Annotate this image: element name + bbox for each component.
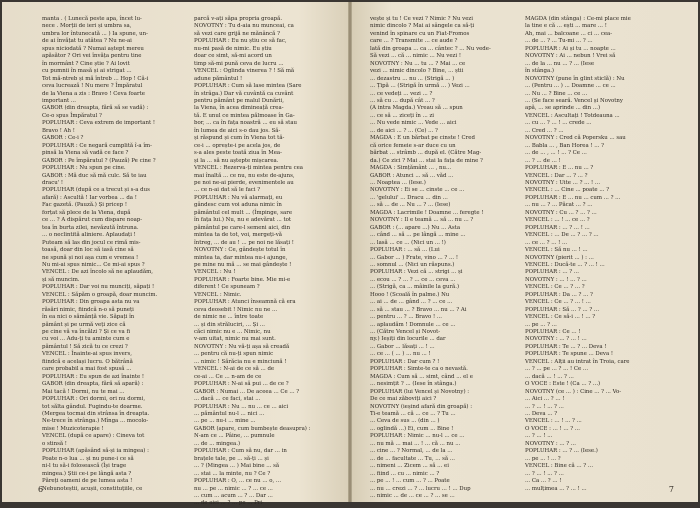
script-line: VENCEL : Săpăm o groapă, doar muncim. — [42, 291, 158, 298]
script-line: VENCEL : ... De ... ? ... ? ... — [525, 232, 599, 239]
script-line: ... o neclintită aliniere. Aplaudați ! — [42, 232, 136, 239]
script-line: VENCEL : De azi încolo să ne aplaudăm, — [42, 269, 153, 276]
script-line: ... dacă ... ce faci, stai ... — [194, 396, 261, 403]
script-line: ny.) Ieșiți din locurile ... dar — [370, 336, 446, 343]
script-line: mintea ta de tot, voi, mergeți-vă — [194, 232, 282, 239]
script-line: ... ? ... pe ... ? ... ! Ce ... — [525, 366, 589, 373]
script-line: POPLUHAR : Dar voi nu munciți, săpați ! — [42, 284, 155, 291]
script-line: ... ce vedeți ... vezi ... ? — [370, 90, 433, 97]
script-line: POPLUHAR : Eu nu știu ce să fac, — [194, 38, 287, 45]
script-line: POPLUHAR : Nu vă alarmați, eu — [194, 194, 283, 201]
script-line: doar ce simt, să-mi acord un — [194, 53, 272, 60]
script-line: VENCEL : Dar ... ? ... ? — [525, 172, 588, 179]
script-line: în mormânt ? Cine știe ? Ai lovit — [42, 60, 130, 67]
script-line: POPLUHAR : E ... nu ... ? — [525, 165, 594, 172]
script-line: în strâga.) Dar vă cuvântă ca cuvânt — [194, 90, 294, 97]
script-line: GABOR : (... apare ...) Nu ... Asta — [370, 224, 461, 231]
script-line: pământ și pe urmă veți zice că — [42, 321, 126, 328]
script-line: NOVOTNY : Ai ... nebun ! Vrei să — [525, 53, 616, 60]
script-line: ... Ca ... ? ... ! — [525, 478, 562, 485]
script-line: Fac gazetă. (Pauză.) Și pricep ! — [42, 202, 128, 209]
script-line: ... cum ... acum ... ? ... Dar ... — [194, 493, 273, 499]
script-line: ... ce n-ai dat să le faci ? — [194, 187, 261, 194]
script-line: de la Viena a zis : Bravo ! Ceva foarte — [42, 90, 145, 97]
page-number: 6 — [38, 485, 44, 494]
script-line: POPLUHAR : Eu spun de azi înainte ! — [42, 373, 145, 380]
script-line: VENCEL : Ce ... ? ... ? — [525, 284, 585, 291]
script-line: de ai învățat tu atâtea ? Nu ne-ai — [42, 38, 132, 45]
left-page — [2, 2, 350, 507]
script-line: ... nimic ! Sărăcia nu e minciună ! — [194, 358, 287, 365]
script-line: ... cu ... ? ... ! ... crede ... — [525, 120, 592, 127]
script-line: care ... ? Transmite ... ce aude ? — [370, 38, 458, 45]
script-line: pentru pământ pe malul Dunării, — [194, 97, 284, 104]
script-line: ... pe ... nu-i ... mine ... — [194, 418, 256, 425]
script-line: ... Noaptea ... (Iese.) — [370, 179, 426, 186]
script-line: nece . Morții de ieri și umbra sa, — [42, 23, 132, 30]
script-line: POPLUHAR : Cum să lase mintea (Sare — [194, 83, 302, 90]
script-line: ... ce să ... ziceți în ... zi — [370, 112, 435, 119]
script-line: cu voi ... Adu-ți tu aminte cum e — [42, 336, 130, 343]
script-line: forțat să plece de la Viena, după — [42, 209, 131, 216]
script-line: MAGDA : Simțământ ... , nu... — [370, 165, 452, 172]
script-line: GABOR (din dreapta, fără să apară) : — [42, 381, 144, 388]
script-line: ... ? ... ! ... — [525, 433, 553, 440]
left-page-column-1 — [42, 16, 184, 492]
script-line: ... pe ... ? ... — [525, 321, 557, 328]
script-line: Poate n-o lua ... și nu pune-i ce să — [42, 455, 134, 462]
script-line: să vezi care grijă ne mănâncă ? — [194, 30, 280, 37]
script-line: Ne-trece în strânga.) Mînga ... mocolo- — [42, 418, 149, 425]
script-line: care probabil a mai fost spusă ... — [42, 366, 132, 373]
script-line: POPLUHAR : Nu ... nu ... ce ... aici — [194, 403, 289, 410]
script-line: ... Deva ... ? — [525, 411, 558, 418]
script-line: v-am uitat, nimic nu mai sunt. — [194, 336, 276, 343]
script-line: dracu' ! — [42, 179, 64, 186]
script-line: GABOR : Pe împăratul ? (Pauză) Pe cine ? — [42, 157, 156, 164]
script-line: ... să ... de ... Nu ... ? ... (Iese) — [370, 202, 451, 209]
script-line: NOVOTNY : Il e teamă ... să ... nu ... ? — [370, 217, 474, 224]
script-line: ... Țipă ... (Strigă în urmă ... ) Vezi ... — [370, 83, 470, 90]
script-line: POPLUHAR (după ce a trecut și s-a dus — [42, 187, 150, 194]
script-line: toasă, doar din loc să iasă cine să — [42, 247, 134, 254]
script-line: ... cine ... ? Normal, ... de la ... — [370, 448, 453, 455]
script-line: la tine e că ... ești ... mare ... ! — [525, 23, 607, 30]
script-line: POPLUHAR : Vezi că ... strigi ... și — [370, 269, 463, 276]
script-line: apă, ... se aprinde ... din ...) — [525, 105, 601, 112]
script-line: ... nesimțit ? ... (Iese în stânga.) — [370, 381, 457, 388]
script-line: POPLUHAR (apăsând să-și ia mingea) : — [42, 448, 149, 455]
script-line: POPLUHAR : Cum să nu, dar ... in — [194, 448, 287, 455]
script-line: Bravo ! Ah ! — [42, 127, 75, 134]
script-line: da.) Ce zici ? Mai ... stai la fața de mine ? — [370, 157, 483, 164]
script-line: POPLUHAR : Foarte bine. Mie mi-e — [194, 276, 291, 283]
script-line: NOVOTNY (ce ... ) : Cine ... ? ... Vo- — [525, 388, 622, 395]
script-line: NOVOTNY : Cred că Popersku ... sau — [525, 135, 626, 142]
script-line: POPLUHAR : Nu spun pe cine. — [42, 165, 126, 172]
script-line: ... când ... să ... pe lângă ... mine ... — [370, 232, 466, 239]
script-line: pământul pe care-l semeni aici, din — [194, 224, 291, 231]
script-line: Ah, mai ... balcoane ... ci ... cea- — [525, 30, 613, 37]
script-line: VENCEL : Alții au intrat în Troia, care — [525, 358, 630, 365]
script-line: De ce mai zăboviți aici ? — [370, 396, 437, 403]
script-line: VENCEL : ... Cine ... poate ... ? — [525, 187, 610, 194]
script-line: ... pe ... ! ... ? — [525, 455, 561, 462]
script-line: VENCEL : Ducă-te ... ? ... ! ... — [525, 261, 605, 268]
script-line: ... ce ... ( ... ) ... nu ... ! — [370, 351, 431, 358]
right-page — [350, 2, 698, 502]
book-gutter — [348, 2, 352, 502]
script-line: Nebunoteștii, acușii, constituțiile, ce — [42, 485, 143, 492]
script-line: NOVOTNY : ... ? ... ! ... — [525, 336, 587, 343]
script-line: vezi ... nimic dincolo ? Bine, ... știi — [370, 68, 464, 75]
script-line: mingea.) Știi ce-i pe lângă asta ? — [42, 470, 132, 477]
script-line: ... să ... stau ... ? Bravo ... nu ... ? Ai — [370, 306, 467, 313]
script-line: POPLUHAR : Ce negară cumplită î-a îm- — [42, 142, 152, 149]
script-line: important ... — [42, 97, 76, 104]
script-line: ... aplaudăm ! Domnule ... ce ... — [370, 321, 456, 328]
script-line: ... ? ... ! ... ? ... — [525, 403, 564, 410]
script-line: NOVOTNY : ... ? ... — [525, 440, 576, 447]
script-line: POPLUHAR : Ce ... ! — [525, 329, 581, 336]
script-line: ... pentru că nu-ți spun nimic — [194, 351, 274, 358]
script-line: tot sălta gândul. Fugindu-te doarme. — [42, 403, 143, 410]
script-line: POPLUHAR : Da ... ? ... ? — [525, 291, 593, 298]
script-line: ... de ... facultate ... Tu, ... să ... — [370, 455, 455, 462]
script-line: (A intra Magda.) Vreau să ... spun — [370, 105, 463, 112]
script-line: ... nimic ... de ... ce ... ? ... se ... — [370, 493, 455, 499]
script-line: NOVOTNY : Ei se ... cinste ... ce ... — [370, 187, 465, 194]
script-line: adune pământul ! — [194, 75, 243, 82]
script-line: Hooo ! (Scoală în palme.) Nu — [370, 291, 450, 298]
script-line: ... ce ... ? ... ! ... — [525, 239, 568, 246]
script-line: cu pumnii în masă și ai strigat ... — [42, 68, 132, 75]
script-line: mise ! Muzicoterapie ! — [42, 425, 104, 432]
script-line: pinsă la Viena să vadă ce face ? — [42, 150, 129, 157]
script-line: MAGDA : Lacrimile ! Doamne ... feregte ! — [370, 209, 484, 216]
script-line: VENCEL : Oglinda vinerea ? ! Să mă — [194, 68, 295, 75]
script-line: VENCEL : Ce să-i ... ! ... ? — [525, 314, 596, 321]
script-line: mintea ta, dar mintea nu-i ajunge, — [194, 254, 288, 261]
script-line: ... Cred ... ? ... — [525, 127, 564, 134]
script-line: Tot mă-ntreb și mă întreb ... Hop ! Că-i — [42, 75, 149, 82]
script-line: Ce-o spus Împăratul ? — [42, 112, 102, 119]
script-line: ... lasă ... ce ... (Nici un ... !) — [370, 239, 446, 246]
script-line: POPLUHAR : N-ai să pui ... de ce ? — [194, 381, 289, 388]
script-line: diferent ! Ce spuneam ? — [194, 284, 260, 291]
script-line: întreg, ... de au ! ... pe noi ne lăsați ! — [194, 239, 294, 246]
script-line: ... Nu vede nimic ... Vede ... aici — [370, 120, 457, 127]
script-line: ... nu ... ? ... Păcat ... ? ... — [525, 202, 593, 209]
script-line: ... mulțimea ... ? ... ! ... — [525, 485, 587, 492]
script-line: ni-l tu să-i folosească (Își trage — [42, 463, 127, 470]
script-line: POPLUHAR : Ai și tu ... noapte ... — [525, 45, 616, 52]
script-line: ... 'gelului' ... Dracu ... din ... — [370, 194, 448, 201]
right-page-column-2 — [525, 16, 670, 492]
left-page-columns — [42, 16, 336, 507]
script-line: Să vezi ... că ... nimic ... Nu vezi ! — [370, 53, 461, 60]
script-line: ne spună și noi așa cum e vremea ! — [42, 254, 139, 261]
script-line: POPLUHAR : Te ... ? ... Deva ! — [525, 343, 607, 350]
script-line: apăsător ? Ori vei învăța pentru tine — [42, 53, 142, 60]
script-line: POPLUHAR : ... ? ... ! ... — [525, 224, 590, 231]
book-spread — [2, 2, 698, 507]
script-line: POPLUHAR : Ceva extrem de important ! — [42, 120, 156, 127]
script-line: pământul ! Să zică tu ce crezi ? — [42, 343, 128, 350]
script-line: la Viena, în acea dimineață crea- — [194, 105, 284, 112]
script-line: O VOCE : Este ! (Ca ... ? ...) — [525, 381, 601, 388]
script-line: POPLUHAR : Dar cum ? ! — [370, 358, 440, 365]
script-line: și la ... să nu aștepte mișcarea. — [194, 157, 279, 164]
script-line: GABOR (din dreapta, fără să se vadă) : — [42, 105, 149, 112]
script-line: ... de aici ... ? ... (Ce) ... ? — [370, 127, 438, 134]
script-line: Puteam să las din jocul ce rimă mis- — [42, 239, 141, 246]
script-line: NOVOTNY (pierit ... ) : ... — [525, 254, 594, 261]
script-line: POPLUHAR : Ori dormi, ori nu dormi, — [42, 396, 146, 403]
script-line: POPLUHAR : Nimic ... nu-l ... ce ... — [370, 433, 465, 440]
script-line: tă. E unul ce mintea pălmoase în Ga- — [194, 112, 295, 119]
script-line: ... de la ... nu ... ? ... (Iese — [525, 60, 595, 67]
script-line: VENCEL : Înainte-ai spus invers, — [42, 351, 132, 358]
script-line: căci nimic nu e ... Nimic, nu — [194, 329, 271, 336]
script-line: ... ai ... de ... gând ... ? ... ce ... — [370, 299, 453, 306]
script-line: pe mine nu mă ... se mai gândește ! — [194, 261, 292, 268]
script-line: brațele tale, pe ... să-ți ... și — [194, 455, 269, 462]
script-line: POPLUHAR : O, ... ce nu ... o, ... — [194, 478, 282, 485]
script-line: ce-ai ... Ce ... n-am de ce — [194, 373, 262, 380]
script-line: nimic dincolo ? Mai ai sângele ca să-ți — [370, 23, 475, 30]
script-line: VENCEL : Să nu ... ! ... — [525, 247, 588, 254]
script-line: spus niciodată ? Numai aștept mereu — [42, 45, 144, 52]
script-line: ... ? ... ! ... ? ... — [525, 470, 564, 477]
script-line: ce ... ? A dispărut cum dispare noap- — [42, 217, 143, 224]
script-line: NOVOTNY : Nu ... tu ... ? Mai ... ce — [370, 60, 466, 67]
script-line: ceva deosebit ! Nimic nu ne ... — [194, 306, 278, 313]
script-line: (Mergea tocmai din strânsa în dreapta. — [42, 411, 150, 418]
script-line: ... de ... , ... ! ... ? Ce ... — [525, 150, 587, 157]
script-line: POPLUHAR : ... ? ... (Iese.) — [525, 448, 598, 455]
script-line: umbra lor întunecată ... ) Ia spune, un- — [42, 30, 148, 37]
script-line: Ti-e teamă ... că ... ce ... ? Tu ... — [370, 411, 456, 418]
script-line: ... dacă ... ! ... ? ... — [525, 373, 574, 380]
script-line: ... (Pentru ... ) ... Doamne ... ce ... — [525, 83, 616, 90]
script-line: POPLUHAR : Atunci înseamnă că era — [194, 299, 296, 306]
script-line: ... de aici ... ? ... pe ... Pri- — [194, 500, 264, 507]
script-line: ... nu ... crezi ... ? ... lucru ... ! ... Dup — [370, 485, 471, 492]
script-line: ... să cu ... după cât ... ? — [370, 97, 435, 104]
script-line: VENCEL : ... ! ... ? ... — [525, 418, 582, 425]
left-page-column-2 — [194, 16, 336, 507]
script-line: bor, ... ca în fața noastră ... eu să stau — [194, 120, 298, 127]
script-line: ... (Strigă, ca ... mâinile la gură.) — [370, 284, 460, 291]
script-line: Mai tacă ! Dormi, nu te mai ... — [42, 388, 125, 395]
script-line: ... Nu ... ? Bine ... ce ... — [525, 90, 588, 97]
script-line: VENCEL : Bine că ... ? ... — [525, 463, 594, 470]
script-line: ... de ... ? ... Tu-mi ... ? ... — [525, 38, 593, 45]
script-line: Păreți oameni de pe lumea asta ! — [42, 478, 133, 485]
script-line: NOVOTNY : Nu vă-ți așa să creadă — [194, 343, 290, 350]
script-line: în fața lui.) Nu, nu e adevărat ... tot — [194, 217, 292, 224]
script-line: MAGDA (din stânga) : Ce-mi place mie — [525, 16, 631, 22]
script-line: NOVOTNY : Ce, gândește totul în — [194, 247, 286, 254]
script-line: VENCEL : Ascultați ! Totdeauna ... — [525, 112, 620, 119]
script-line: VENCEL : Nimic. — [194, 291, 242, 298]
script-line: ... ecou ... ? ... ? ... ce ... ceva ... — [370, 276, 456, 283]
script-line: ... Babla ... , Ban Horea ! ... ? — [525, 142, 605, 149]
script-line: ... pământul nu-l ... nici ... — [194, 411, 265, 418]
script-line: VENCEL : N-ai de ce să ... de — [194, 366, 275, 373]
script-line: ... nimeni ... Zicem ... să ... ei — [370, 463, 449, 470]
script-line: nu ... pe ... nimic ... ? ... ce ... — [194, 485, 273, 492]
script-line: pe noi ne-ai pierde, evenimentele au — [194, 179, 294, 186]
script-line: ceva lucrează ! Nu mere ? Împăratul — [42, 83, 143, 90]
script-line: N-am ce ... Pâine, ... pumnule — [194, 433, 275, 440]
script-line: și să muncim. — [42, 276, 80, 283]
script-line: ... ? ... de ... ! — [525, 157, 561, 164]
script-line: ... (Către Vencel și Novot- — [370, 329, 441, 336]
script-line: MAGDA : Cum să ... simt, când ... el e — [370, 373, 473, 380]
script-line: NOVOTNY : Uite ... ? ... ! ... — [525, 179, 601, 186]
script-line: NOVOTNY (ieșind afară din groapă) : — [370, 403, 473, 410]
script-line: s-a ales peste toată ziua în Mea- — [194, 150, 282, 157]
script-line: VENCEL : Nu ! — [194, 269, 236, 276]
script-line: POPLUHAR : E ... nu ... cum ... ? ... — [525, 194, 621, 201]
script-line: POPLUHAR : Să ... ? ... ? ... — [525, 306, 600, 313]
script-line: tea în burta zilei, nevăzută întruna. — [42, 224, 139, 231]
script-line: POPLUHAR : ... ? ... — [525, 269, 579, 276]
script-line: VENCEL (după ce apare) : Cineva tot — [42, 433, 145, 440]
script-line: ... (Se face seară. Vencel și Novotny — [525, 97, 623, 104]
script-line: NOVOTNY : Cu ... ? ... ? ... — [525, 209, 597, 216]
script-line: GABOR : Atunci ... să ... văd ... — [370, 172, 454, 179]
script-line: manta . ( Lunecă peste apa, încet lu- — [42, 16, 142, 22]
script-line: în stânga.) — [525, 68, 555, 75]
script-line: că orice femeie s-ar duce cu un — [370, 142, 456, 149]
script-line: nu-mi pasă de nimic. Eu știu — [194, 45, 272, 52]
script-line: POPLUHAR : ... să ... (Lui — [370, 247, 440, 254]
script-line: POPLUHAR (lui Vencel și Novotny) : — [370, 388, 470, 395]
script-line: ... fiind ... cu ... nimic ... ? — [370, 470, 440, 477]
script-line: GABOR : Mă duc să mă culc. Să te iau — [42, 172, 147, 179]
script-line: lată din groapa ... ca ... cântec ? ... Nu vede- — [370, 45, 491, 52]
script-line: VENCEL : Rezerva-ți mintea pentru cea — [194, 165, 304, 172]
script-line: ... Gabor ... ) Frate, vino ... ? ... ! — [370, 254, 459, 261]
script-line: ... Gabor ... lăsați ... ! ... — [370, 343, 435, 350]
script-line: ... pe ... ! ... cum ... ? ... Poate — [370, 478, 450, 485]
script-line: POPLUHAR : Te spune ... Deva ! — [525, 351, 614, 358]
script-line: gândesc cum voi aduna nimic în — [194, 202, 282, 209]
script-line: vește și tu ! Ce vezi ? Nimic ? Nu vezi — [370, 16, 473, 22]
script-line: NOVOTNY : Tu d-aia nu munceai, ca — [194, 23, 294, 30]
right-page-column-1 — [370, 16, 515, 499]
page-number: 7 — [668, 485, 674, 494]
script-line: o stinsă ! — [42, 440, 67, 447]
script-line: parcă v-ați săpa propria groapă. — [194, 16, 283, 22]
script-line: venind în spinare cu un Fiat-Fromos — [370, 30, 470, 37]
script-line: ... dezastru ... nu ... (Strigă ... ) — [370, 75, 455, 82]
script-line: NOVOTNY : ... ! ... ? ... — [525, 276, 587, 283]
script-line: și răspund și cum în Viena tot tă- — [194, 135, 285, 142]
script-line: VENCEL : Ce ... ? ... ! ... — [525, 299, 591, 306]
script-line: POPLUHAR : Simte-te ca o nevastă. — [370, 366, 468, 373]
script-line: bărbat ... strâmb ... după el. (Către Mag- — [370, 150, 482, 157]
script-line: ce-i ... oprește-i pe acela jos, de — [194, 142, 281, 149]
script-line: afară) : Ascultă ! Iar vorbea ... da ! — [42, 194, 137, 201]
script-line: GABOR : Ce-i ? — [42, 135, 84, 142]
script-line: ... oglindă ...) Ei, cum ... Bine ! — [370, 425, 454, 432]
script-line: POPLUHAR : Din groapa asta nu va — [42, 299, 140, 306]
script-line: GABOR (apare, cum bumbește deasupra) : — [194, 425, 311, 432]
script-line: ... de ... mingea.) — [194, 440, 241, 447]
script-line: răsări nimic, fiindcă n-o să puneți — [42, 306, 134, 313]
script-line: NOVOTNY (pune în glint sticlă) : Nu — [525, 75, 625, 82]
script-line: în lumea de aici s-o dau jos. Să- — [194, 127, 281, 134]
script-line: pământul cel mult ... (Împinge, sare — [194, 209, 293, 216]
script-line: GABOR : Numai ... De aceea ... Ce ... ? — [194, 388, 300, 395]
script-line: ... Aici ... ? ... ! — [525, 396, 565, 403]
script-line: fiindcă e același lucru. O bătrână — [42, 358, 133, 365]
script-line: MAGDA : E un bărbat pe cinste ! Cred — [370, 135, 475, 142]
script-line: ... pentru ... ? ... Bravo ! ... — [370, 314, 442, 321]
script-line: ... ? (Mingea ... ) Mai bine ... să — [194, 463, 280, 470]
script-line: pe cine vă va încălzi ? Și ce va fi — [42, 329, 131, 336]
script-line: VENCEL : ... ! ... ce ... ? — [525, 217, 590, 224]
script-line: în ea nici o sămânță vie. Săpați în — [42, 314, 135, 321]
script-line: O VOCE : ... ! ... ? ... — [525, 425, 580, 432]
script-line: ... și din străluciri, ... Și ... — [194, 321, 265, 328]
script-line: ... stai ... la minte, nu ? Ce ? — [194, 470, 271, 477]
script-line: timp să-mi pună ceva de lucru ... — [194, 60, 284, 67]
script-line: mai înaltă ... ce nu, nu este de-ajuns, — [194, 172, 295, 179]
right-page-columns — [370, 16, 670, 499]
script-line: ... nu mă ... mai ... ! ... că ... nu ... — [370, 440, 461, 447]
script-line: Nu mi-ai spus nimic... Ce mi-ai spus ? — [42, 261, 145, 268]
script-line: ... Ceva de sus ... (din ... ) — [370, 418, 440, 425]
script-line: de nimic ne ... între toate — [194, 314, 264, 321]
script-line: ... somnul ... (Nici un răspuns.) — [370, 261, 455, 268]
